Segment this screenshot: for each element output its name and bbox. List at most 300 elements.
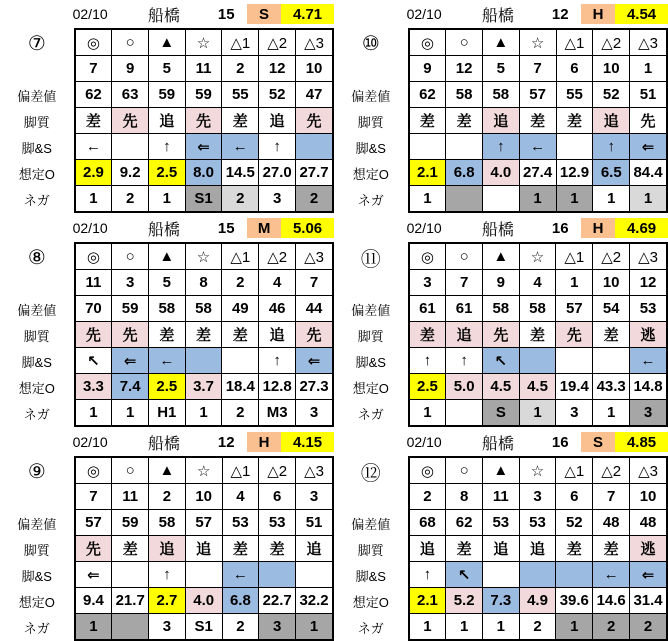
running-style-cell: 追 <box>148 108 185 134</box>
running-style-cell: 差 <box>519 322 556 348</box>
running-style-cell: 差 <box>259 536 296 562</box>
nega-cell: 2 <box>519 614 556 641</box>
expected-odds-cell: 2.9 <box>75 160 112 186</box>
leg-and-s-cell: ← <box>519 134 556 160</box>
running-style-cell: 追 <box>482 108 519 134</box>
leg-and-s-cell <box>556 134 593 160</box>
running-style-cell: 差 <box>409 322 446 348</box>
horse-number-cell: 9 <box>482 270 519 296</box>
mark-cell: △2 <box>259 29 296 56</box>
expected-odds-cell: 4.0 <box>482 160 519 186</box>
deviation-cell: 51 <box>296 510 333 536</box>
leg-and-s-cell <box>482 562 519 588</box>
nega-cell: M3 <box>259 400 296 427</box>
nega-cell: S <box>482 400 519 427</box>
race-date: 02/10 <box>406 220 442 236</box>
running-style-row <box>75 108 333 134</box>
leg-and-s-cell <box>446 134 483 160</box>
expected-odds-cell: 6.5 <box>593 160 630 186</box>
row-label: 脚質 <box>357 114 384 130</box>
leg-and-s-cell: ← <box>222 134 259 160</box>
leg-and-s-cell: ↖ <box>446 562 483 588</box>
horse-number-cell: 11 <box>482 484 519 510</box>
nega-cell: 2 <box>296 186 333 213</box>
nega-cell: S1 <box>185 186 222 213</box>
deviation-cell: 46 <box>259 296 296 322</box>
nega-cell: 2 <box>112 186 149 213</box>
deviation-cell: 57 <box>75 510 112 536</box>
deviation-cell: 53 <box>259 510 296 536</box>
mark-cell: ◎ <box>409 243 446 270</box>
leg-and-s-cell: ← <box>593 562 630 588</box>
expected-odds-cell: 2.1 <box>409 160 446 186</box>
nega-cell: 1 <box>75 614 112 641</box>
mark-cell: △3 <box>630 243 667 270</box>
deviation-cell: 49 <box>222 296 259 322</box>
pace-mark: S <box>581 432 615 452</box>
track-name: 船橋 <box>481 435 514 453</box>
nega-cell <box>446 186 483 213</box>
mark-cell: ▲ <box>148 243 185 270</box>
horse-number-cell: 7 <box>593 484 630 510</box>
running-style-cell: 先 <box>296 108 333 134</box>
nega-cell: 2 <box>630 614 667 641</box>
row-label: 想定O <box>352 380 389 396</box>
mark-cell: ◎ <box>75 243 112 270</box>
leg-and-s-cell: ↖ <box>482 348 519 374</box>
horse-number-row <box>75 484 333 510</box>
deviation-cell: 59 <box>148 82 185 108</box>
deviation-cell: 53 <box>630 296 667 322</box>
running-style-cell: 差 <box>222 322 259 348</box>
race-data-table <box>408 28 668 213</box>
deviation-cell: 68 <box>409 510 446 536</box>
horse-number-cell: 10 <box>630 484 667 510</box>
nega-cell: 2 <box>222 186 259 213</box>
deviation-cell: 55 <box>556 82 593 108</box>
expected-odds-cell: 12.9 <box>556 160 593 186</box>
nega-row <box>409 614 667 641</box>
mark-row <box>75 457 333 484</box>
horse-number-cell: 8 <box>446 484 483 510</box>
row-label <box>0 270 74 296</box>
expected-odds-cell: 6.8 <box>446 160 483 186</box>
expected-odds-cell: 27.3 <box>296 374 333 400</box>
leg-and-s-cell: ⇐ <box>296 348 333 374</box>
leg-and-s-cell: ← <box>222 562 259 588</box>
mark-cell: △3 <box>296 243 333 270</box>
mark-cell: ☆ <box>185 29 222 56</box>
running-style-cell: 先 <box>556 322 593 348</box>
nega-row <box>75 186 333 213</box>
row-label: 脚&S <box>355 140 386 156</box>
mark-cell: △2 <box>593 29 630 56</box>
leg-and-s-cell <box>556 562 593 588</box>
expected-odds-cell: 6.8 <box>222 588 259 614</box>
race-field-count: 15 <box>217 5 235 23</box>
row-label: 脚&S <box>21 354 52 370</box>
horse-number-cell: 10 <box>593 56 630 82</box>
expected-odds-cell: 27.4 <box>519 160 556 186</box>
race-field-count: 12 <box>217 433 235 451</box>
nega-cell: 1 <box>112 400 149 427</box>
expected-odds-row <box>409 588 667 614</box>
track-name: 船橋 <box>147 221 180 239</box>
race-data-table <box>408 242 668 427</box>
expected-odds-cell: 4.5 <box>519 374 556 400</box>
mark-cell: △1 <box>556 243 593 270</box>
row-label: 想定O <box>18 166 55 182</box>
mark-cell: ◎ <box>409 457 446 484</box>
leg-and-s-row <box>409 348 667 374</box>
leg-and-s-cell: ↑ <box>259 348 296 374</box>
running-style-cell: 追 <box>185 536 222 562</box>
mark-cell: ▲ <box>149 457 186 484</box>
running-style-cell: 差 <box>556 108 593 134</box>
mark-cell: ▲ <box>148 29 185 56</box>
row-label <box>334 270 408 296</box>
row-label <box>334 484 408 510</box>
running-style-cell: 追 <box>409 536 446 562</box>
race-block <box>334 432 668 641</box>
horse-number-cell: 7 <box>519 56 556 82</box>
race-header <box>392 218 668 238</box>
race-data-table <box>408 456 668 641</box>
nega-cell: 1 <box>519 186 556 213</box>
nega-cell: 3 <box>630 400 667 427</box>
leg-and-s-row <box>409 134 667 160</box>
running-style-cell: 差 <box>593 536 630 562</box>
horse-number-row <box>409 484 667 510</box>
expected-odds-cell: 5.0 <box>446 374 483 400</box>
leg-and-s-cell: ← <box>630 348 667 374</box>
row-label: ネガ <box>23 406 50 422</box>
running-style-cell: 差 <box>446 108 483 134</box>
index-value: 5.06 <box>281 218 334 238</box>
nega-cell: 1 <box>630 186 667 213</box>
mark-cell: ○ <box>446 243 483 270</box>
pace-mark: H <box>581 218 615 238</box>
race-number-badge: ⑧ <box>27 246 46 269</box>
row-label: 脚&S <box>355 568 386 584</box>
nega-cell: 3 <box>149 614 186 641</box>
deviation-cell: 59 <box>112 296 149 322</box>
expected-odds-cell: 32.2 <box>296 588 333 614</box>
running-style-cell: 追 <box>519 536 556 562</box>
index-value: 4.54 <box>615 4 668 24</box>
mark-cell: ☆ <box>519 243 556 270</box>
deviation-cell: 58 <box>446 82 483 108</box>
running-style-cell: 差 <box>222 108 259 134</box>
deviation-cell: 58 <box>519 296 556 322</box>
leg-and-s-cell <box>296 562 333 588</box>
horse-number-cell: 5 <box>148 270 185 296</box>
expected-odds-cell: 2.1 <box>409 588 446 614</box>
pace-mark: H <box>581 4 615 24</box>
running-style-cell: 追 <box>259 322 296 348</box>
mark-cell: △1 <box>222 457 259 484</box>
expected-odds-cell: 9.2 <box>112 160 149 186</box>
mark-cell: ○ <box>112 457 149 484</box>
running-style-cell: 先 <box>112 322 149 348</box>
horse-number-cell: 10 <box>185 484 222 510</box>
nega-cell: 1 <box>556 186 593 213</box>
mark-cell: △1 <box>222 243 259 270</box>
index-value: 4.15 <box>281 432 334 452</box>
row-label: ネガ <box>357 192 384 208</box>
expected-odds-cell: 27.0 <box>259 160 296 186</box>
horse-number-cell: 7 <box>446 270 483 296</box>
running-style-cell: 差 <box>593 322 630 348</box>
track-name: 船橋 <box>481 221 514 239</box>
race-field-count: 12 <box>551 5 569 23</box>
expected-odds-cell: 8.0 <box>185 160 222 186</box>
leg-and-s-cell: ↑ <box>593 134 630 160</box>
row-label: 脚質 <box>23 328 50 344</box>
row-label: 想定O <box>352 594 389 610</box>
mark-cell: △1 <box>556 29 593 56</box>
row-label: 偏差値 <box>351 302 391 318</box>
horse-number-cell: 12 <box>259 56 296 82</box>
horse-number-cell: 4 <box>519 270 556 296</box>
deviation-cell: 61 <box>446 296 483 322</box>
race-body <box>334 28 668 213</box>
mark-row <box>409 243 667 270</box>
horse-number-cell: 5 <box>148 56 185 82</box>
running-style-cell: 差 <box>222 536 259 562</box>
race-field-count: 16 <box>551 433 569 451</box>
horse-number-cell: 10 <box>593 270 630 296</box>
nega-cell: 1 <box>185 400 222 427</box>
race-data-table <box>74 456 334 641</box>
horse-number-cell: 3 <box>112 270 149 296</box>
nega-cell: 1 <box>593 400 630 427</box>
nega-cell: 1 <box>519 400 556 427</box>
expected-odds-cell: 3.3 <box>75 374 112 400</box>
race-number-badge: ⑨ <box>27 460 46 483</box>
race-header <box>392 432 668 452</box>
running-style-cell: 追 <box>259 108 296 134</box>
horse-number-cell: 12 <box>446 56 483 82</box>
race-header <box>58 218 334 238</box>
leg-and-s-row <box>409 562 667 588</box>
race-block <box>334 4 668 213</box>
race-body <box>0 242 334 427</box>
mark-cell: △1 <box>556 457 593 484</box>
expected-odds-cell: 2.7 <box>149 588 186 614</box>
race-header <box>58 4 334 24</box>
deviation-row <box>75 82 333 108</box>
track-name: 船橋 <box>147 7 180 25</box>
index-value: 4.71 <box>281 4 334 24</box>
nega-cell <box>446 400 483 427</box>
row-label: 脚質 <box>23 114 50 130</box>
expected-odds-cell: 7.4 <box>112 374 149 400</box>
race-number-badge: ⑩ <box>361 32 380 55</box>
mark-row <box>75 243 333 270</box>
leg-and-s-cell: ⇐ <box>75 562 112 588</box>
horse-number-cell: 11 <box>185 56 222 82</box>
nega-cell: 3 <box>259 186 296 213</box>
expected-odds-cell: 4.0 <box>185 588 222 614</box>
row-label: 想定O <box>18 380 55 396</box>
leg-and-s-cell <box>593 348 630 374</box>
expected-odds-cell: 22.7 <box>259 588 296 614</box>
race-date: 02/10 <box>72 220 108 236</box>
race-date: 02/10 <box>72 6 108 22</box>
deviation-cell: 57 <box>185 510 222 536</box>
mark-cell: ☆ <box>519 29 556 56</box>
leg-and-s-cell <box>519 562 556 588</box>
horse-number-cell: 6 <box>556 56 593 82</box>
running-style-row <box>409 322 667 348</box>
horse-number-cell: 9 <box>409 56 446 82</box>
expected-odds-cell: 31.4 <box>630 588 667 614</box>
row-label: ネガ <box>357 406 384 422</box>
horse-number-cell: 2 <box>149 484 186 510</box>
deviation-cell: 63 <box>112 82 149 108</box>
leg-and-s-cell: ↑ <box>409 562 446 588</box>
deviation-cell: 52 <box>593 82 630 108</box>
horse-number-cell: 3 <box>519 484 556 510</box>
horse-number-cell: 7 <box>75 56 112 82</box>
nega-cell: 3 <box>296 400 333 427</box>
mark-cell: ○ <box>446 29 483 56</box>
horse-number-cell: 11 <box>112 484 149 510</box>
deviation-row <box>75 296 333 322</box>
horse-number-cell: 9 <box>112 56 149 82</box>
deviation-cell: 58 <box>185 296 222 322</box>
leg-and-s-cell <box>112 562 149 588</box>
running-style-cell: 先 <box>112 108 149 134</box>
running-style-row <box>75 536 333 562</box>
horse-number-cell: 1 <box>630 56 667 82</box>
running-style-cell: 追 <box>593 108 630 134</box>
nega-cell: 1 <box>409 186 446 213</box>
horse-number-cell: 8 <box>185 270 222 296</box>
nega-cell: 1 <box>409 400 446 427</box>
mark-row <box>75 29 333 56</box>
mark-cell: △1 <box>222 29 259 56</box>
nega-cell: 3 <box>259 614 296 641</box>
horse-number-cell: 4 <box>259 270 296 296</box>
expected-odds-cell: 9.4 <box>75 588 112 614</box>
race-block <box>0 432 334 641</box>
deviation-cell: 57 <box>519 82 556 108</box>
expected-odds-row <box>75 374 333 400</box>
running-style-cell: 先 <box>482 322 519 348</box>
expected-odds-cell: 12.8 <box>259 374 296 400</box>
deviation-cell: 57 <box>556 296 593 322</box>
running-style-cell: 先 <box>75 322 112 348</box>
mark-cell: ☆ <box>185 243 222 270</box>
expected-odds-cell: 5.2 <box>446 588 483 614</box>
horse-number-cell: 3 <box>296 484 333 510</box>
row-label <box>334 56 408 82</box>
deviation-cell: 62 <box>409 82 446 108</box>
mark-cell: △2 <box>593 243 630 270</box>
deviation-cell: 58 <box>482 296 519 322</box>
mark-cell: ◎ <box>75 29 112 56</box>
horse-number-cell: 10 <box>296 56 333 82</box>
deviation-cell: 53 <box>519 510 556 536</box>
row-label: 偏差値 <box>351 516 391 532</box>
row-label: ネガ <box>357 620 384 636</box>
race-body <box>0 28 334 213</box>
leg-and-s-cell: ↑ <box>409 348 446 374</box>
horse-number-row <box>409 270 667 296</box>
expected-odds-cell: 3.7 <box>185 374 222 400</box>
deviation-cell: 58 <box>149 510 186 536</box>
running-style-cell: 差 <box>446 536 483 562</box>
expected-odds-cell: 14.5 <box>222 160 259 186</box>
deviation-cell: 48 <box>593 510 630 536</box>
leg-and-s-row <box>75 348 333 374</box>
row-label: 脚質 <box>357 542 384 558</box>
horse-number-cell: 2 <box>409 484 446 510</box>
leg-and-s-cell: ↑ <box>259 134 296 160</box>
horse-number-cell: 5 <box>482 56 519 82</box>
expected-odds-cell: 2.5 <box>148 374 185 400</box>
row-label: 脚質 <box>23 542 50 558</box>
mark-cell: △3 <box>296 457 333 484</box>
row-label: 偏差値 <box>17 88 57 104</box>
deviation-cell: 44 <box>296 296 333 322</box>
mark-cell: ☆ <box>185 457 222 484</box>
race-field-count: 16 <box>551 219 569 237</box>
leg-and-s-cell: ⇐ <box>185 134 222 160</box>
row-label: 脚質 <box>357 328 384 344</box>
deviation-cell: 59 <box>185 82 222 108</box>
running-style-row <box>409 108 667 134</box>
horse-number-cell: 7 <box>75 484 112 510</box>
track-name: 船橋 <box>147 435 180 453</box>
nega-cell: 2 <box>593 614 630 641</box>
expected-odds-cell: 2.5 <box>148 160 185 186</box>
deviation-cell: 58 <box>482 82 519 108</box>
expected-odds-cell: 27.7 <box>296 160 333 186</box>
mark-cell: ▲ <box>482 29 519 56</box>
nega-cell: 1 <box>556 614 593 641</box>
horse-number-cell: 6 <box>259 484 296 510</box>
mark-cell: ◎ <box>409 29 446 56</box>
expected-odds-cell: 19.4 <box>556 374 593 400</box>
leg-and-s-cell: ⇐ <box>630 562 667 588</box>
mark-cell: ○ <box>446 457 483 484</box>
index-value: 4.85 <box>615 432 668 452</box>
nega-cell: 2 <box>222 400 259 427</box>
race-header <box>392 4 668 24</box>
mark-cell: △2 <box>259 243 296 270</box>
running-style-cell: 逃 <box>630 536 667 562</box>
deviation-cell: 53 <box>482 510 519 536</box>
row-label: ネガ <box>23 620 50 636</box>
running-style-cell: 差 <box>409 108 446 134</box>
row-label: 偏差値 <box>17 302 57 318</box>
running-style-cell: 先 <box>296 322 333 348</box>
leg-and-s-cell <box>296 134 333 160</box>
mark-cell: △3 <box>630 457 667 484</box>
running-style-cell: 差 <box>556 536 593 562</box>
nega-cell: H1 <box>148 400 185 427</box>
leg-and-s-cell <box>185 348 222 374</box>
nega-cell: 1 <box>482 614 519 641</box>
race-data-table <box>74 28 334 213</box>
running-style-cell: 追 <box>149 536 186 562</box>
expected-odds-cell: 39.6 <box>556 588 593 614</box>
expected-odds-cell: 18.4 <box>222 374 259 400</box>
row-label: 想定O <box>18 594 55 610</box>
